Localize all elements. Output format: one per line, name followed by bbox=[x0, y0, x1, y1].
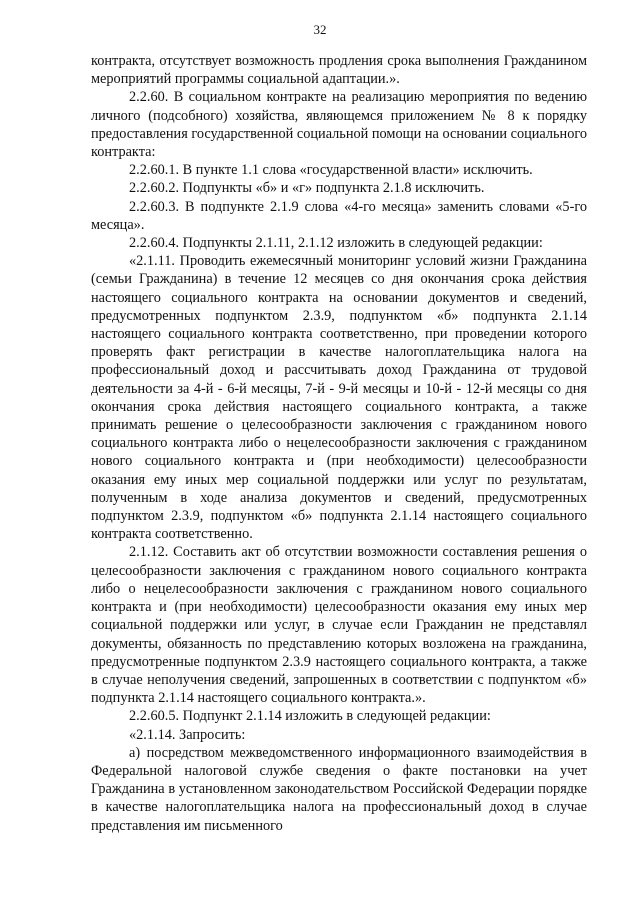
paragraph: «2.1.11. Проводить ежемесячный мониторинг условий жизни Гражданина (семьи Гражданина) в течение 12 месяцев со дня окончания срока действия настоящего социального контракта на основании документов и сведений, предусмотренных подпунктом 2.3.9, подпунктом «б» подпункта 2.1.14 настоящего социального контракта соответственно, при проведении которого проверять факт регистрации в качестве налогоплательщика налога на профессиональный доход и рассчитывать доход Гражданина от трудовой деятельности за 4-й - 6-й месяцы, 7-й - 9-й месяцы и 10-й - 12-й месяцы со дня окончания срока действия настоящего социального контракта, а также принимать решение о целесообразности заключения с гражданином нового социального контракта либо о нецелесообразности заключения с гражданином нового социального контракта и (при необходимости) целесообразности оказания ему иных мер социальной поддержки или услуг по результатам, полученным в ходе анализа документов и сведений, предусмотренных подпунктом 2.3.9, подпунктом «б» подпункта 2.1.14 настоящего социального контракта соответственно. bbox=[91, 253, 587, 543]
document-body bbox=[91, 52, 587, 835]
paragraph: «2.1.14. Запросить: bbox=[129, 726, 246, 743]
paragraph: 2.1.12. Составить акт об отсутствии возможности составления решения о целесообразности заключения с гражданином нового социального контракта либо о нецелесообразности заключения с гражданином нового социального контракта и (при необходимости) целесообразности оказания ему иных мер социальной поддержки или услуг, в случае если Гражданин не представлял документы, обязанность по представлению которых возложена на гражданина, предусмотренные подпунктом 2.3.9 настоящего социального контракта, а также в случае неполучения сведений, запрошенных в соответствии с подпунктом «б» подпункта 2.1.14 настоящего социального контракта.». bbox=[91, 544, 587, 707]
paragraph: 2.2.60.3. В подпункте 2.1.9 слова «4-го месяца» заменить словами «5-го месяца». bbox=[91, 198, 587, 233]
paragraph: 2.2.60.2. Подпункты «б» и «г» подпункта 2.1.8 исключить. bbox=[129, 180, 485, 197]
page-number: 32 bbox=[313, 22, 327, 37]
paragraph: контракта, отсутствует возможность продления срока выполнения Гражданином мероприятий программы социальной адаптации.». bbox=[91, 53, 587, 88]
paragraph: 2.2.60.5. Подпункт 2.1.14 изложить в следующей редакции: bbox=[129, 708, 491, 725]
paragraph: 2.2.60.1. В пункте 1.1 слова «государственной власти» исключить. bbox=[129, 162, 533, 179]
paragraph: а) посредством межведомственного информационного взаимодействия в Федеральной налоговой службе сведения о факте постановки на учет Гражданина в установленном законодательством Российской Федерации порядке в качестве налогоплательщика налога на профессиональный доход в случае представления им письменного bbox=[91, 744, 587, 834]
paragraph: 2.2.60.4. Подпункты 2.1.11, 2.1.12 изложить в следующей редакции: bbox=[129, 235, 543, 252]
paragraph: 2.2.60. В социальном контракте на реализацию мероприятия по ведению личного (подсобного) хозяйства, являющемся приложением № 8 к порядку предоставления государственной социальной помощи на основании социального контракта: bbox=[91, 89, 587, 161]
